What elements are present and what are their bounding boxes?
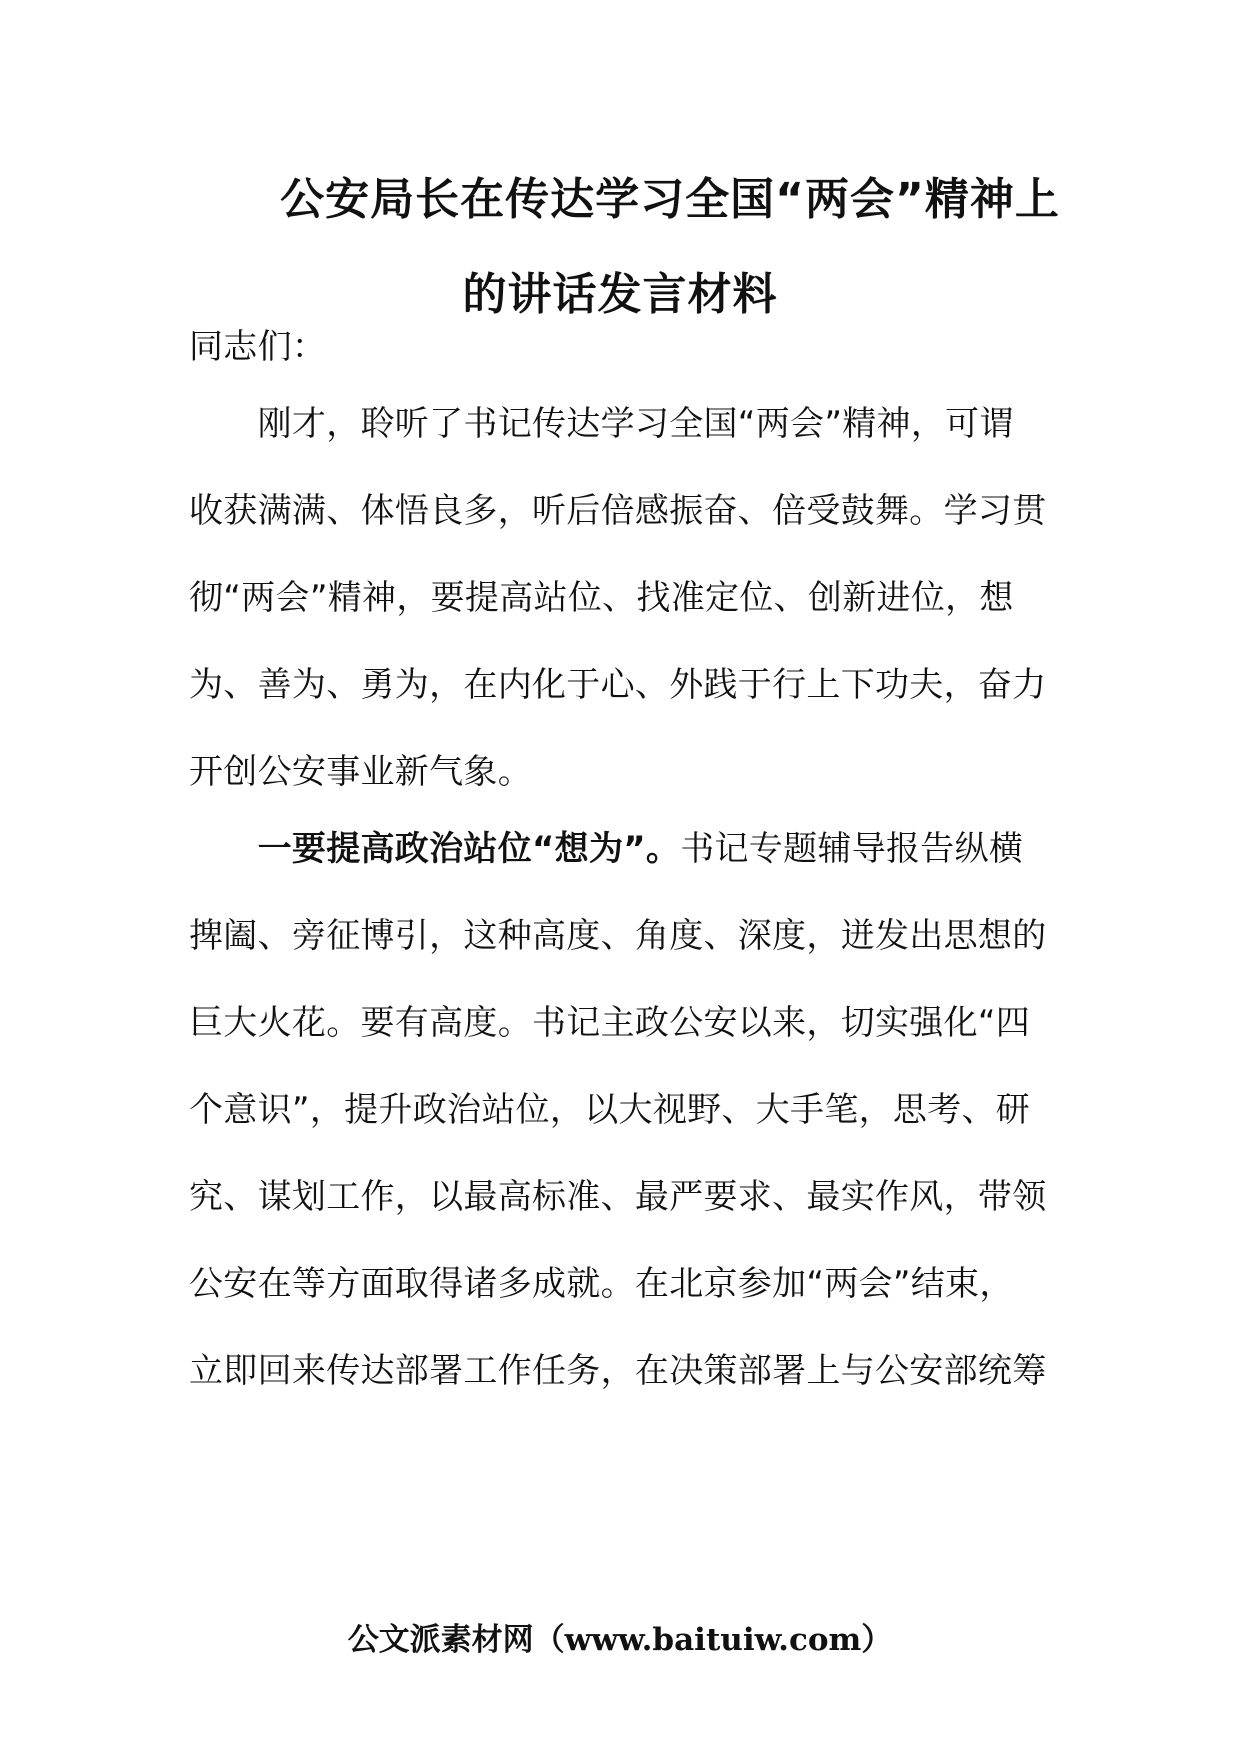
paragraph-line-text: 为、善为、勇为，在内化于心、外践于行上下功夫，奋力 xyxy=(189,665,1047,705)
document-title-line-2: 的讲话发言材料 xyxy=(462,269,778,320)
paragraph-line xyxy=(189,1086,1029,1134)
paragraph-line xyxy=(189,1173,1047,1221)
paragraph-line-text: 彻“两会”精神，要提高站位、找准定位、创新进位，想 xyxy=(189,578,1014,618)
paragraph-line-text: 立即回来传达部署工作任务，在决策部署上与公安部统筹 xyxy=(189,1351,1047,1391)
paragraph-line xyxy=(189,1347,1047,1395)
salutation: 同志们： xyxy=(189,327,327,367)
page-footer-watermark: 公文派素材网（www.baituiw.com） xyxy=(347,1622,893,1658)
paragraph-line xyxy=(189,999,1029,1047)
paragraph-line-bold: 一要提高政治站位“想为”。 xyxy=(189,829,681,869)
paragraph-line-text: 公安在等方面取得诸多成就。在北京参加“两会”结束， xyxy=(189,1264,1014,1304)
paragraph-line xyxy=(189,661,1047,709)
paragraph-line-text: 书记专题辅导报告纵横 xyxy=(680,829,1024,869)
paragraph-line xyxy=(189,487,1047,535)
paragraph-line xyxy=(189,1260,1029,1308)
paragraph-line-text: 刚才，聆听了书记传达学习全国“两会”精神，可谓 xyxy=(189,404,1014,444)
paragraph-line-text: 究、谋划工作，以最高标准、最严要求、最实作风，带领 xyxy=(189,1177,1047,1217)
paragraph-line-text: 捭阖、旁征博引，这种高度、角度、深度，迸发出思想的 xyxy=(189,916,1047,956)
paragraph-line-text: 收获满满、体悟良多，听后倍感振奋、倍受鼓舞。学习贯 xyxy=(189,491,1047,531)
paragraph-line-text: 巨大火花。要有高度。书记主政公安以来，切实强化“四 xyxy=(189,1003,1031,1043)
document-title-line-1: 公安局长在传达学习全国“两会”精神上 xyxy=(280,174,1060,225)
paragraph-line xyxy=(189,912,1047,960)
paragraph-line xyxy=(189,748,1029,796)
paragraph-line-text: 个意识”，提升政治站位，以大视野、大手笔，思考、研 xyxy=(189,1090,1031,1130)
paragraph-line xyxy=(189,825,1029,873)
paragraph-line-text: 开创公安事业新气象。 xyxy=(189,752,532,792)
paragraph-line xyxy=(189,574,1029,622)
paragraph-line xyxy=(189,400,1029,448)
